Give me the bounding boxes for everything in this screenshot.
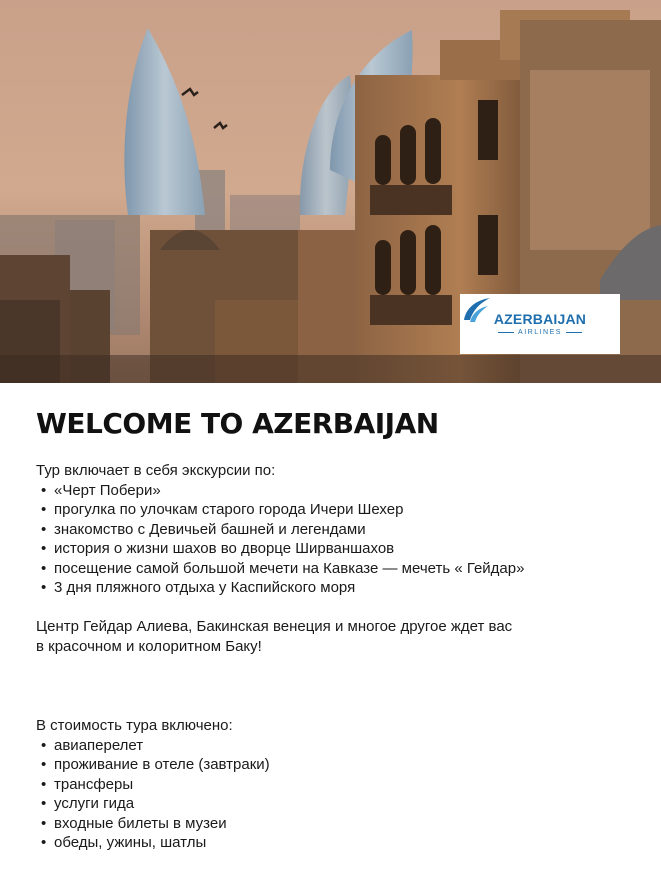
tour-list	[36, 481, 524, 598]
paragraph-line: Центр Гейдар Алиева, Бакинская венеция и многое другое ждет вас	[36, 618, 513, 635]
paragraph-line: в красочном и колоритном Баку!	[36, 637, 262, 655]
list-item: • история о жизни шахов во дворце Ширваншахов	[36, 539, 524, 559]
description-paragraph	[36, 617, 512, 656]
included-section	[36, 716, 270, 853]
list-item: • прогулка по улочкам старого города Ичери Шехер	[36, 500, 524, 520]
included-intro: В стоимость тура включено:	[36, 717, 233, 734]
included-list	[36, 736, 270, 853]
tour-intro: Тур включает в себя экскурсии по:	[36, 462, 276, 479]
tour-section	[36, 461, 524, 598]
list-item: • входные билеты в музеи	[36, 814, 270, 834]
list-item: • знакомство с Девичьей башней и легендами	[36, 520, 524, 540]
logo-sub: AIRLINES	[498, 329, 582, 336]
list-item: • обеды, ужины, шатлы	[36, 833, 270, 853]
airline-wing-icon	[460, 294, 494, 328]
logo-name: AZERBAIJAN	[493, 311, 587, 327]
page-title: WELCOME TO AZERBAIJAN	[36, 407, 439, 440]
list-item: • услуги гида	[36, 794, 270, 814]
azerbaijan-airlines-logo	[460, 294, 620, 354]
list-item: • посещение самой большой мечети на Кавказе — мечеть « Гейдар»	[36, 559, 524, 579]
list-item: • трансферы	[36, 775, 270, 795]
list-item: • авиаперелет	[36, 736, 270, 756]
list-item: • «Черт Побери»	[36, 481, 524, 501]
hero-image	[0, 0, 661, 383]
list-item: • 3 дня пляжного отдыха у Каспийского моря	[36, 578, 524, 598]
list-item: • проживание в отеле (завтраки)	[36, 755, 270, 775]
